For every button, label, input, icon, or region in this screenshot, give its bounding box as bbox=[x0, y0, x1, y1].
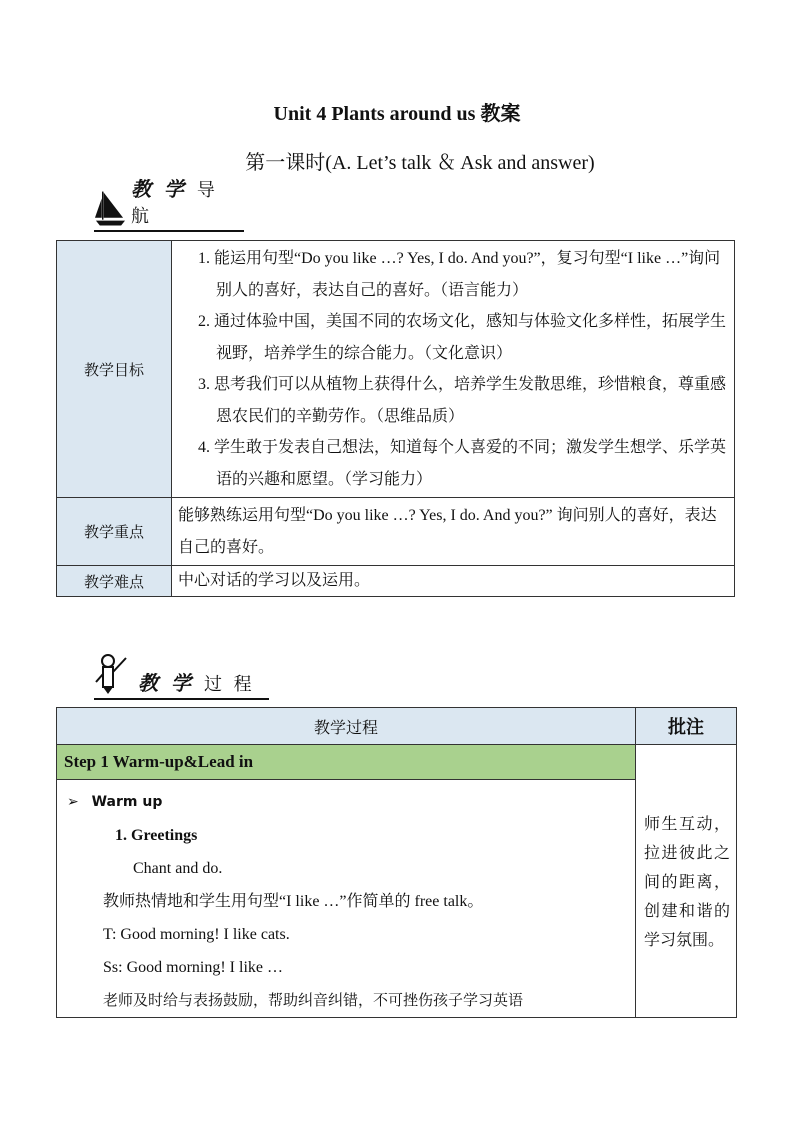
process-text-line: Ss: Good morning! I like … bbox=[103, 959, 283, 976]
goal-item: 1. 能运用句型“Do you like …? Yes, I do. And you?”，复习句型“I like …”询问别人的喜好，表达自己的喜好。（语言能力） bbox=[198, 250, 721, 299]
section-heading-sub: 导 航 bbox=[130, 180, 218, 227]
arrow-bullet-icon: ➢ bbox=[67, 794, 79, 810]
key-points-cell: 能够熟练运用句型“Do you like …? Yes, I do. And you?” 询问别人的喜好，表达自己的喜好。 bbox=[172, 498, 735, 566]
pencil-character-icon bbox=[94, 652, 132, 696]
section-heading-main: 教 学 bbox=[130, 177, 187, 201]
warmup-label: Warm up bbox=[91, 794, 163, 810]
sailboat-icon bbox=[94, 190, 127, 228]
page-title: Unit 4 Plants around us 教案 bbox=[273, 103, 521, 125]
process-text-line: T: Good morning! I like cats. bbox=[103, 926, 290, 943]
step-heading: Step 1 Warm-up&Lead in bbox=[57, 745, 636, 780]
goals-cell bbox=[172, 241, 735, 498]
greetings-heading: 1. Greetings bbox=[115, 827, 198, 844]
goal-item: 4. 学生敢于发表自己想法，知道每个人喜爱的不同；激发学生想学、乐学英语的兴趣和愿望。（学习能力） bbox=[198, 439, 727, 488]
difficulty-cell: 中心对话的学习以及运用。 bbox=[172, 566, 735, 597]
section-underline bbox=[94, 230, 244, 232]
section-heading-main: 教 学 bbox=[138, 671, 194, 695]
lesson-navigation-table bbox=[56, 240, 735, 597]
section-underline bbox=[94, 698, 269, 700]
goal-item: 3. 思考我们可以从植物上获得什么，培养学生发散思维，珍惜粮食，尊重感恩农民们的辛勤劳作。（思维品质） bbox=[198, 376, 727, 425]
section-heading-navigation bbox=[94, 177, 244, 228]
warmup-line bbox=[67, 786, 629, 819]
difficulty-header: 教学难点 bbox=[57, 566, 172, 597]
section-heading-process bbox=[94, 652, 269, 696]
section-heading-sub: 过 程 bbox=[203, 674, 255, 695]
process-column-header: 教学过程 bbox=[57, 708, 636, 745]
chant-line: Chant and do. bbox=[133, 860, 223, 877]
teaching-process-table bbox=[56, 707, 737, 1018]
process-text-line: 老师及时给与表扬鼓励，帮助纠音纠错，不可挫伤孩子学习英语 bbox=[103, 991, 524, 1009]
key-points-header: 教学重点 bbox=[57, 498, 172, 566]
note-column-header: 批注 bbox=[636, 708, 737, 745]
note-cell: 师生互动，拉进彼此之间的距离，创建和谐的学习氛围。 bbox=[636, 745, 737, 1018]
goal-item: 2. 通过体验中国，美国不同的农场文化，感知与体验文化多样性，拓展学生视野，培养学生的综合能力。（文化意识） bbox=[198, 313, 727, 362]
goals-header: 教学目标 bbox=[57, 241, 172, 498]
page-subtitle: 第一课时(A. Let’s talk ＆ Ask and answer) bbox=[245, 152, 595, 174]
process-text-line: 教师热情地和学生用句型“I like …”作简单的 free talk。 bbox=[103, 893, 484, 910]
process-content-cell bbox=[57, 780, 636, 1018]
